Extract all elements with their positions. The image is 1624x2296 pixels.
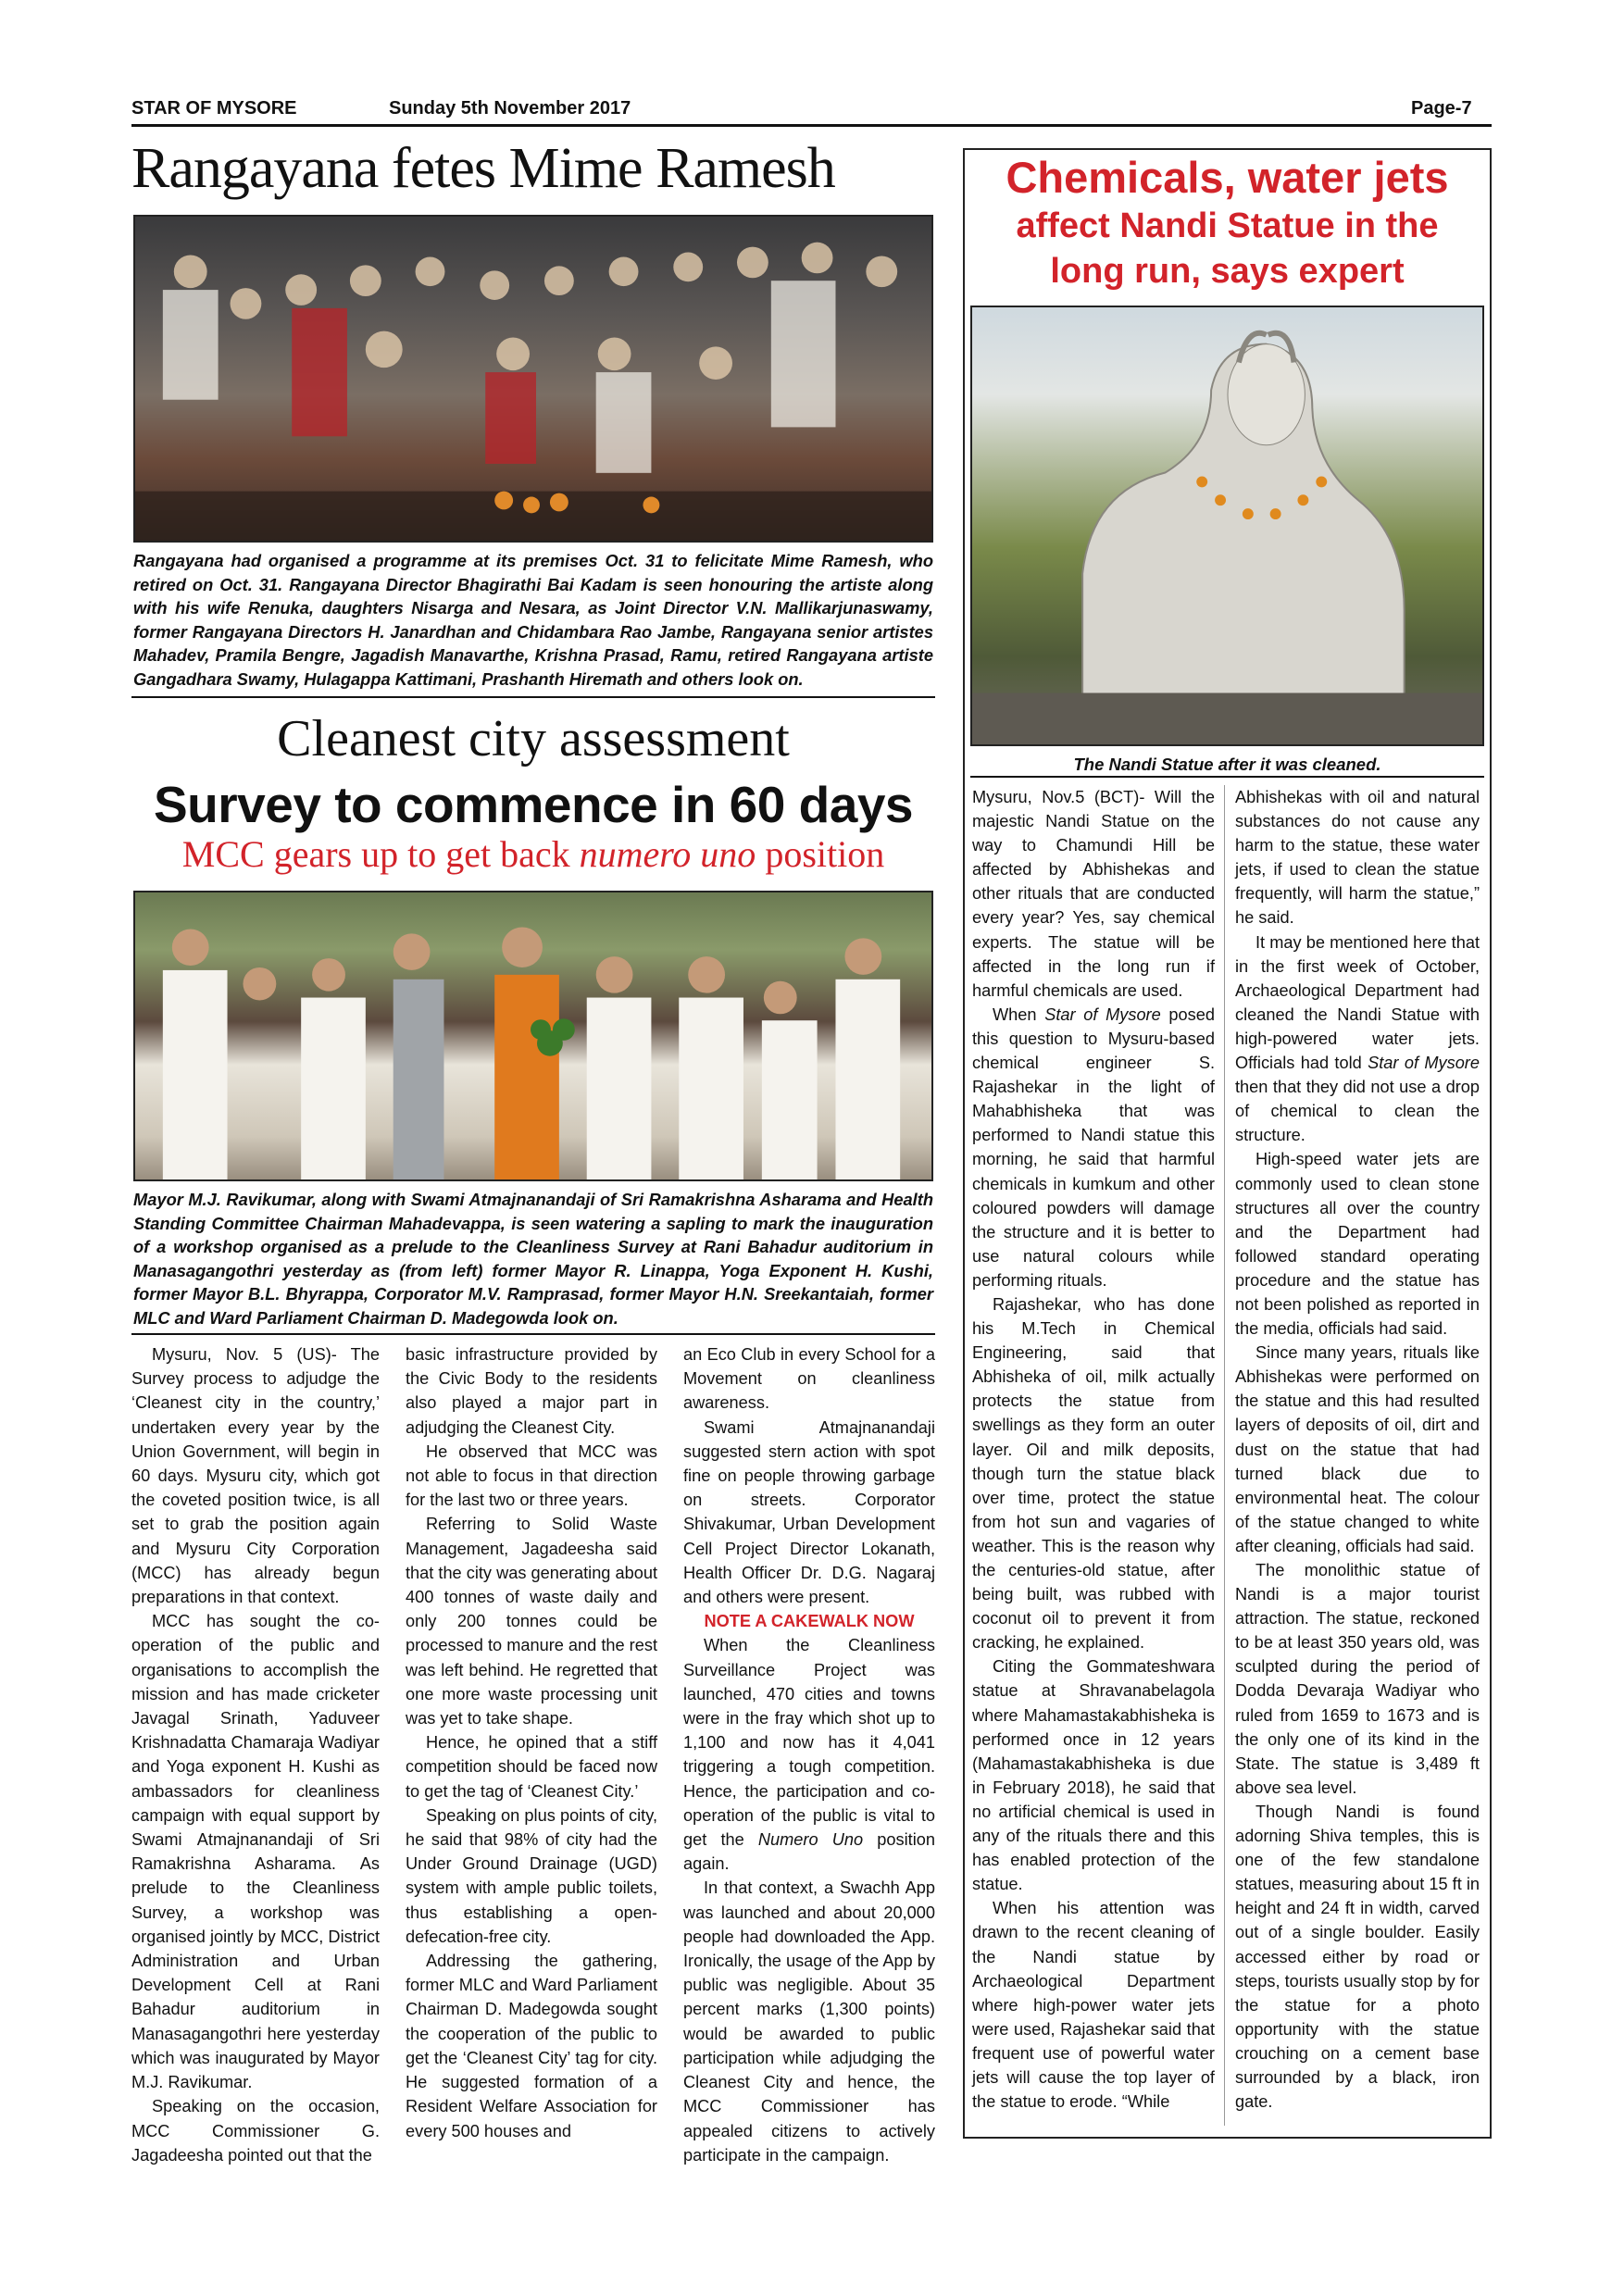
paragraph: Abhishekas with oil and natural substances do not cause any harm to the statue, these water jets, if used to clean the statue frequently, will harm the statue,” he said.: [1235, 788, 1480, 928]
nandi-statue-photo-icon: [972, 307, 1482, 744]
story1-headline: Rangayana fetes Mime Ramesh: [131, 137, 835, 200]
story3-caption-rule: [970, 776, 1484, 778]
paragraph: Speaking on plus points of city, he said that 98% of city had the Under Ground Drainage (UGD) system with ample public toilets, thus establishing a open-defecation-free city.: [406, 1805, 657, 1946]
paragraph: Since many years, rituals like Abhishekas were performed on the statue and this had resulted layers of deposits of oil, dirt and dust on the statue that had turned black due to environmental heat. The colour of the statue changed to white after cleaning, officials had said.: [1235, 1343, 1480, 1555]
story1-photo: [133, 215, 933, 543]
story2-caption-rule: [131, 1333, 935, 1335]
paragraph: MCC has sought the co-operation of the public and organisations to accomplish the mission and has made cricketer Javagal Srinath, Yaduveer Krishnadatta Chamaraja Wadiyar and Yoga exponent H. Kushi as ambassadors for cleanliness campaign with equal support by Swami Atmajnanandaji of Sri Ramakrishna Asharama. As prelude to the Cleanliness Survey, a workshop was organised jointly by MCC, District Administration and Urban Development Cell at Rani Bahadur auditorium in Manasagangothri here yesterday which was inaugurated by Mayor M.J. Ravikumar.: [131, 1612, 380, 2092]
paragraph: In that context, a Swachh App was launched and about 20,000 people had downloaded the App. Ironically, the usage of the App by public was negligible. About 35 percent marks (1,300 points) would be awarded to public participation while adjudging the Cleanest City and hence, the MCC Commissioner has appealed citizens to actively participate in the campaign.: [683, 1878, 935, 2165]
paragraph: Mysuru, Nov.5 (BCT)- Will the majestic Nandi Statue on the way to Chamundi Hill be affected by Abhishekas and other rituals that are conducted every year? Yes, say chemical experts. The statue will be affected in the long run if harmful chemicals are used.: [972, 788, 1215, 1000]
story3-column-2: [1235, 785, 1480, 2114]
story1-caption: Rangayana had organised a programme at its premises Oct. 31 to felicitate Mime Ramesh, who retired on Oct. 31. Rangayana Director Bhagirathi Bai Kadam is seen honouring the artiste along with his wife Renuka, daughters Nisarga and Nesara, as Joint Director V.N. Mallikarjunaswamy, former Rangayana Directors H. Janardhan and Chidambara Rao Jambe, Rangayana senior artistes Mahadev, Pramila Bengre, Jagadish Manavarthe, Krishna Prasad, Ramu, retired Rangayana artiste Gangadhara Swamy, Hulagappa Kattimani, Prashanth Hiremath and others look on.: [133, 551, 933, 689]
paragraph-text: position again.: [683, 1830, 935, 1874]
paragraph: Swami Atmajnanandaji suggested stern action with spot fine on people throwing garbage on streets. Corporator Shivakumar, Urban Development Cell Project Director Lokanath, Health Officer Dr. D.G. Nagaraj and others were present.: [683, 1417, 935, 1607]
paragraph: [683, 1633, 935, 1876]
story2-column-3: [683, 1342, 935, 2167]
story3-column-divider: [1224, 785, 1225, 2126]
paragraph-text: It may be mentioned here that in the first week of October, Archaeological Department had cleaned the Nandi Statue with high-powered water jets. Officials had told: [1235, 932, 1480, 1073]
paragraph: Hence, he opined that a stiff competition should be faced now to get the tag of ‘Cleanest City.’: [406, 1733, 657, 1801]
paragraph: Addressing the gathering, former MLC and Ward Parliament Chairman D. Madegowda sought the cooperation of the public to get the ‘Cleanest City’ tag for city. He suggested formation of a Resident Welfare Association for every 500 houses and: [406, 1952, 657, 2140]
story2-kicker: Cleanest city assessment: [277, 710, 790, 767]
story2-deck-pre: MCC gears up to get back: [181, 833, 580, 875]
story2-caption: Mayor M.J. Ravikumar, along with Swami Atmajnanandaji of Sri Ramakrishna Asharama and Health Standing Committee Chairman Mahadevappa, is seen watering a sapling to mark the inauguration of a workshop organised as a prelude to the Cleanliness Survey at Rani Bahadur auditorium in Manasagangothri yesterday as (from left) former Mayor R. Linappa, Yoga Exponent H. Kushi, former Mayor B.L. Bhyrappa, Corporator M.V. Ramprasad, former Mayor H.N. Sreekantaiah, former MLC and Ward Parliament Chairman D. Madegowda look on.: [133, 1190, 933, 1328]
paragraph-italic: Star of Mysore: [1044, 1004, 1161, 1024]
paragraph: [972, 1003, 1215, 1292]
group-photo-icon: [135, 217, 931, 541]
story3-headline-line2: affect Nandi Statue in the: [1016, 206, 1439, 245]
story3-photo: [970, 306, 1484, 746]
paragraph: Citing the Gommateshwara statue at Shravanabelagola where Mahamastakabhisheka is performed once in 12 years (Mahamastakabhisheka is due in February 2018), he said that no artificial chemical is used in any of the rituals there and this has enabled protection of the statue.: [972, 1657, 1215, 1894]
story3-caption: The Nandi Statue after it was cleaned.: [1073, 755, 1381, 774]
story2-column-1: [131, 1342, 380, 2167]
story3-headline-line3: long run, says expert: [1050, 252, 1405, 291]
paragraph: When his attention was drawn to the recent cleaning of the Nandi statue by Archaeological Department where high-power water jets were used, Rajashekar said that frequent use of powerful water jets will cause the top layer of the statue to erode. “While: [972, 1899, 1215, 2112]
page-number: Page-7: [1411, 98, 1472, 119]
story2-deck: [131, 831, 935, 878]
story3-headline: [965, 152, 1490, 294]
paragraph: [1235, 930, 1480, 1148]
paragraph-text: When the Cleanliness Surveillance Project was launched, 470 cities and towns were in the fray which shot up to 1,100 and now has it 4,041 triggering a tough competition. Hence, the participation and co-operation of the public is vital to get the: [683, 1636, 935, 1850]
paragraph: High-speed water jets are commonly used to clean stone structures all over the country and the Department had followed standard operating procedure and the statue has not been polished as reported in the media, officials had said.: [1235, 1150, 1480, 1339]
issue-date: Sunday 5th November 2017: [389, 98, 631, 119]
paragraph-italic: Star of Mysore: [1368, 1054, 1480, 1073]
story3-headline-line1: Chemicals, water jets: [1006, 153, 1449, 202]
header-rule: [131, 124, 1492, 127]
paragraph: Rajashekar, who has done his M.Tech in Chemical Engineering, said that Abhisheka of oil, milk actually protects the statue from swellings as they form an outer layer. Oil and milk deposits, though turn the statue black over time, protect the statue from hot sun and vagaries of weather. This is the reason why the centuries-old statue, after being built, was rubbed with coconut oil to prevent it from cracking, he explained.: [972, 1294, 1215, 1653]
story2-headline: Survey to commence in 60 days: [153, 776, 914, 833]
paragraph-italic: Numero Uno: [757, 1830, 864, 1850]
story2-column-2: [406, 1342, 657, 2143]
paragraph: The monolithic statue of Nandi is a major tourist attraction. The statue, reckoned to be at least 350 years old, was sculpted during the period of Dodda Devaraja Wadiyar who ruled from 1659 to 1673 and is the only one of its kind in the State. The statue is 3,489 ft above sea level.: [1235, 1561, 1480, 1797]
story2-deck-italic: numero uno: [579, 833, 756, 875]
paragraph-text: then that they did not use a drop of chemical to clean the structure.: [1235, 1078, 1480, 1145]
paragraph-text: posed this question to Mysuru-based chemical engineer S. Rajashekar in the light of Mahabhisheka that was performed to Nandi statue this morning, he said that harmful chemicals in kumkum and other coloured powders will damage the structure and it is better to use natural colours while performing rituals.: [972, 1004, 1215, 1290]
paragraph: Though Nandi is found adorning Shiva temples, this is one of the few standalone statues, measuring about 15 ft in height and 24 ft in width, carved out of a single boulder. Easily accessed either by road or steps, tourists usually stop by for the statue for a photo opportunity with the statue crouching on a cement base surrounded by a black, iron gate.: [1235, 1802, 1480, 2112]
paragraph: basic infrastructure provided by the Civic Body to the residents also played a major part in adjudging the Cleanest City.: [406, 1345, 657, 1437]
story3-column-1: [972, 785, 1215, 2114]
paragraph: He observed that MCC was not able to focus in that direction for the last two or three years.: [406, 1441, 657, 1510]
sapling-watering-photo-icon: [135, 892, 931, 1179]
paragraph-text: When: [993, 1004, 1045, 1024]
story2-deck-post: position: [756, 833, 885, 875]
subhead: NOTE A CAKEWALK NOW: [704, 1612, 915, 1631]
story1-bottom-rule: [131, 696, 935, 698]
masthead-title: STAR OF MYSORE: [131, 98, 297, 119]
story2-photo: [133, 891, 933, 1181]
paragraph: an Eco Club in every School for a Movement on cleanliness awareness.: [683, 1345, 935, 1413]
paragraph: Speaking on the occasion, MCC Commissioner G. Jagadeesha pointed out that the: [131, 2097, 380, 2165]
paragraph: Mysuru, Nov. 5 (US)- The Survey process to adjudge the ‘Cleanest city in the country,’ undertaken every year by the Union Government, will begin in 60 days. Mysuru city, which got the coveted position twice, is all set to grab the position again and Mysuru City Corporation (MCC) has already begun preparations in that context.: [131, 1345, 380, 1607]
paragraph: Referring to Solid Waste Management, Jagadeesha said that the city was generating about 400 tonnes of waste daily and only 200 tonnes could be processed to manure and the rest was left behind. He regretted that one more waste processing unit was yet to take shape.: [406, 1515, 657, 1728]
